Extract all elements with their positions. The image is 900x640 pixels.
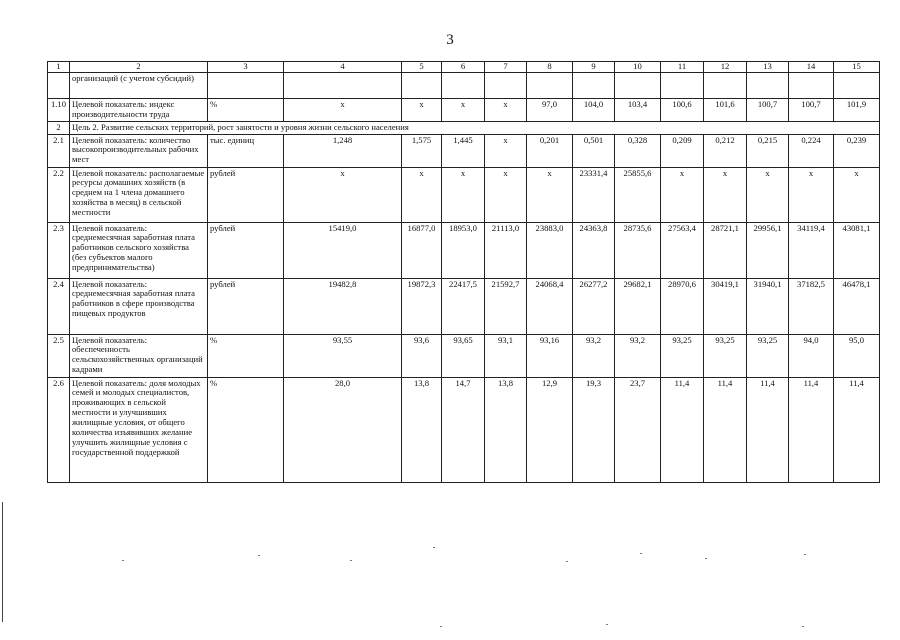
- value-cell: x: [442, 98, 485, 121]
- value-cell: 26277,2: [573, 278, 615, 334]
- value-cell: 23883,0: [527, 222, 573, 278]
- value-cell: [704, 72, 747, 98]
- row-number: 2.3: [48, 222, 70, 278]
- value-cell: x: [485, 98, 527, 121]
- table-row: [48, 222, 880, 278]
- row-number: 2.1: [48, 134, 70, 167]
- value-cell: 11,4: [747, 377, 789, 482]
- value-cell: 29682,1: [615, 278, 661, 334]
- value-cell: 28721,1: [704, 222, 747, 278]
- value-cell: [661, 72, 704, 98]
- value-cell: 95,0: [834, 334, 880, 377]
- value-cell: 0,209: [661, 134, 704, 167]
- value-cell: 100,7: [789, 98, 834, 121]
- value-cell: [573, 72, 615, 98]
- value-cell: 93,2: [615, 334, 661, 377]
- header-cell-6: 6: [442, 62, 485, 73]
- table-row: [48, 167, 880, 222]
- indicator-name: Целевой показатель: обеспеченность сельскохозяйственных организаций кадрами: [70, 334, 208, 377]
- value-cell: 100,6: [661, 98, 704, 121]
- value-cell: 93,25: [704, 334, 747, 377]
- value-cell: 23,7: [615, 377, 661, 482]
- value-cell: 43081,1: [834, 222, 880, 278]
- unit-cell: %: [208, 377, 284, 482]
- table-row: [48, 278, 880, 334]
- value-cell: [789, 72, 834, 98]
- value-cell: 13,8: [402, 377, 442, 482]
- value-cell: 11,4: [834, 377, 880, 482]
- value-cell: x: [402, 167, 442, 222]
- value-cell: 16877,0: [402, 222, 442, 278]
- value-cell: 100,7: [747, 98, 789, 121]
- value-cell: 93,25: [747, 334, 789, 377]
- header-cell-3: 3: [208, 62, 284, 73]
- value-cell: [747, 72, 789, 98]
- value-cell: 0,201: [527, 134, 573, 167]
- unit-cell: рублей: [208, 222, 284, 278]
- indicator-name: Целевой показатель: индекс производительности труда: [70, 98, 208, 121]
- value-cell: 11,4: [704, 377, 747, 482]
- value-cell: 22417,5: [442, 278, 485, 334]
- value-cell: 12,9: [527, 377, 573, 482]
- header-cell-7: 7: [485, 62, 527, 73]
- row-number: 2: [48, 121, 70, 134]
- header-row: [48, 62, 880, 73]
- header-cell-15: 15: [834, 62, 880, 73]
- row-number: 2.4: [48, 278, 70, 334]
- value-cell: 0,215: [747, 134, 789, 167]
- table-row: [48, 72, 880, 98]
- value-cell: [442, 72, 485, 98]
- row-number: [48, 72, 70, 98]
- value-cell: [615, 72, 661, 98]
- value-cell: 46478,1: [834, 278, 880, 334]
- value-cell: 93,6: [402, 334, 442, 377]
- header-cell-13: 13: [747, 62, 789, 73]
- value-cell: 0,224: [789, 134, 834, 167]
- value-cell: 0,328: [615, 134, 661, 167]
- goal-row: [48, 121, 880, 134]
- value-cell: 11,4: [789, 377, 834, 482]
- page-number: 3: [446, 32, 454, 48]
- unit-cell: [208, 72, 284, 98]
- value-cell: 101,9: [834, 98, 880, 121]
- value-cell: 11,4: [661, 377, 704, 482]
- indicator-name: Целевой показатель: располагаемые ресурсы домашних хозяйств (в среднем на 1 члена домашнего хозяйства в месяц) в сельской местности: [70, 167, 208, 222]
- value-cell: 24363,8: [573, 222, 615, 278]
- value-cell: 28735,6: [615, 222, 661, 278]
- value-cell: 27563,4: [661, 222, 704, 278]
- header-cell-10: 10: [615, 62, 661, 73]
- unit-cell: %: [208, 334, 284, 377]
- goal-text: Цель 2. Развитие сельских территорий, рост занятости и уровня жизни сельского населения: [70, 121, 880, 134]
- table-row: [48, 98, 880, 121]
- value-cell: x: [747, 167, 789, 222]
- value-cell: 1,575: [402, 134, 442, 167]
- unit-cell: рублей: [208, 167, 284, 222]
- header-cell-14: 14: [789, 62, 834, 73]
- value-cell: 1,445: [442, 134, 485, 167]
- row-number: 1.10: [48, 98, 70, 121]
- value-cell: 30419,1: [704, 278, 747, 334]
- unit-cell: тыс. единиц: [208, 134, 284, 167]
- value-cell: 104,0: [573, 98, 615, 121]
- value-cell: 1,248: [284, 134, 402, 167]
- value-cell: x: [661, 167, 704, 222]
- row-number: 2.5: [48, 334, 70, 377]
- value-cell: 93,16: [527, 334, 573, 377]
- scan-edge-line: [2, 502, 3, 622]
- value-cell: 93,1: [485, 334, 527, 377]
- indicator-name: Целевой показатель: доля молодых семей и молодых специалистов, проживающих в сельской местности и улучшивших жилищные условия, от общего количества изъявивших желание улучшить жилищные условия с государственной поддержкой: [70, 377, 208, 482]
- value-cell: 101,6: [704, 98, 747, 121]
- indicator-name: Целевой показатель: количество высокопроизводительных рабочих мест: [70, 134, 208, 167]
- value-cell: 19872,3: [402, 278, 442, 334]
- value-cell: 29956,1: [747, 222, 789, 278]
- value-cell: 18953,0: [442, 222, 485, 278]
- value-cell: 13,8: [485, 377, 527, 482]
- value-cell: 19482,8: [284, 278, 402, 334]
- value-cell: 21113,0: [485, 222, 527, 278]
- value-cell: 93,2: [573, 334, 615, 377]
- value-cell: 0,501: [573, 134, 615, 167]
- header-cell-12: 12: [704, 62, 747, 73]
- header-cell-1: 1: [48, 62, 70, 73]
- value-cell: 93,65: [442, 334, 485, 377]
- header-cell-2: 2: [70, 62, 208, 73]
- unit-cell: рублей: [208, 278, 284, 334]
- table-row: [48, 377, 880, 482]
- indicators-table: [47, 61, 880, 483]
- unit-cell: %: [208, 98, 284, 121]
- value-cell: 23331,4: [573, 167, 615, 222]
- indicator-name: Целевой показатель: среднемесячная заработная плата работников в сфере производства пищевых продуктов: [70, 278, 208, 334]
- value-cell: 93,25: [661, 334, 704, 377]
- value-cell: 19,3: [573, 377, 615, 482]
- value-cell: [284, 72, 402, 98]
- value-cell: x: [284, 167, 402, 222]
- value-cell: x: [284, 98, 402, 121]
- value-cell: 0,212: [704, 134, 747, 167]
- value-cell: x: [527, 167, 573, 222]
- header-cell-5: 5: [402, 62, 442, 73]
- value-cell: x: [485, 167, 527, 222]
- value-cell: 94,0: [789, 334, 834, 377]
- table-row: [48, 334, 880, 377]
- row-number: 2.6: [48, 377, 70, 482]
- value-cell: x: [704, 167, 747, 222]
- value-cell: 28,0: [284, 377, 402, 482]
- indicator-name: организаций (с учетом субсидий): [70, 72, 208, 98]
- value-cell: 25855,6: [615, 167, 661, 222]
- header-cell-4: 4: [284, 62, 402, 73]
- value-cell: 34119,4: [789, 222, 834, 278]
- value-cell: [834, 72, 880, 98]
- row-number: 2.2: [48, 167, 70, 222]
- header-cell-8: 8: [527, 62, 573, 73]
- value-cell: [485, 72, 527, 98]
- value-cell: x: [834, 167, 880, 222]
- value-cell: x: [485, 134, 527, 167]
- value-cell: 0,239: [834, 134, 880, 167]
- table-row: [48, 134, 880, 167]
- value-cell: 93,55: [284, 334, 402, 377]
- value-cell: x: [442, 167, 485, 222]
- value-cell: 24068,4: [527, 278, 573, 334]
- value-cell: 28970,6: [661, 278, 704, 334]
- value-cell: x: [789, 167, 834, 222]
- header-cell-9: 9: [573, 62, 615, 73]
- value-cell: [527, 72, 573, 98]
- value-cell: 31940,1: [747, 278, 789, 334]
- indicator-name: Целевой показатель: среднемесячная заработная плата работников сельского хозяйства (без субъектов малого предпринимательства): [70, 222, 208, 278]
- value-cell: 14,7: [442, 377, 485, 482]
- value-cell: 21592,7: [485, 278, 527, 334]
- value-cell: x: [402, 98, 442, 121]
- header-cell-11: 11: [661, 62, 704, 73]
- value-cell: 37182,5: [789, 278, 834, 334]
- value-cell: 103,4: [615, 98, 661, 121]
- value-cell: 15419,0: [284, 222, 402, 278]
- value-cell: 97,0: [527, 98, 573, 121]
- value-cell: [402, 72, 442, 98]
